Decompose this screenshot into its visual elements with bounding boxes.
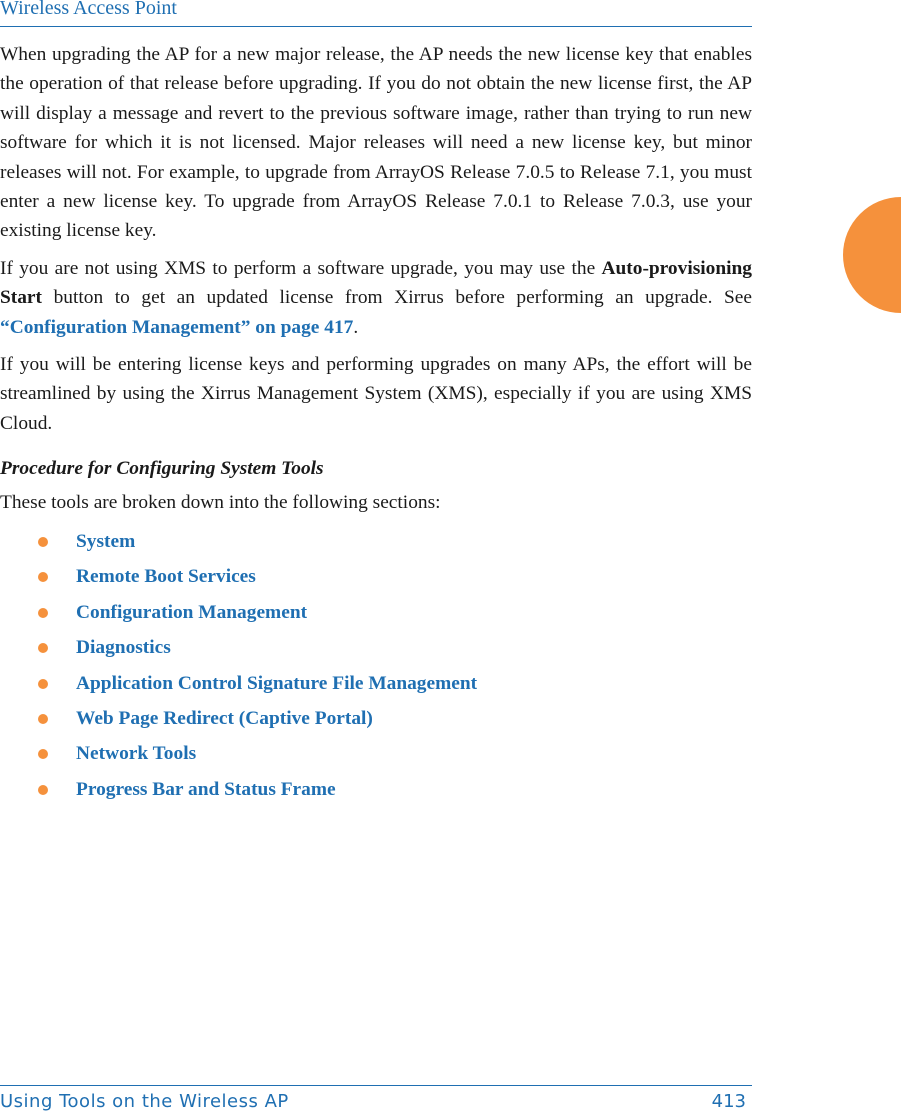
paragraph-xms: If you will be entering license keys and performing upgrades on many APs, the effort will be streamlined by using the Xirrus Management System (XMS), especially if you are using XMS Cloud. [0, 354, 752, 434]
list-item [0, 739, 752, 774]
list-item [0, 562, 752, 597]
bullet-icon [38, 785, 48, 795]
list-item [0, 598, 752, 633]
tools-link-remote-boot-services[interactable]: Remote Boot Services [76, 566, 256, 588]
bullet-icon [38, 537, 48, 547]
p2-text-middle: button to get an updated license from Xirrus before performing an upgrade. See [42, 287, 752, 309]
tools-link-system[interactable]: System [76, 531, 136, 553]
list-item [0, 527, 752, 562]
list-item [0, 704, 752, 739]
header-title: Wireless Access Point [0, 0, 177, 19]
page-footer [0, 1085, 752, 1115]
page-header [0, 0, 752, 27]
tools-link-network-tools[interactable]: Network Tools [76, 743, 197, 765]
bullet-icon [38, 679, 48, 689]
section-intro: These tools are broken down into the following sections: [0, 491, 441, 513]
tools-link-progress-bar[interactable]: Progress Bar and Status Frame [76, 778, 336, 800]
tools-link-web-page-redirect[interactable]: Web Page Redirect (Captive Portal) [76, 708, 373, 730]
section-heading: Procedure for Configuring System Tools [0, 458, 324, 480]
chapter-tab-marker [843, 197, 901, 313]
list-item [0, 775, 752, 810]
footer-section-title: Using Tools on the Wireless AP [0, 1091, 289, 1112]
tools-link-application-control[interactable]: Application Control Signature File Management [76, 672, 478, 694]
page-content [0, 40, 752, 810]
bullet-icon [38, 714, 48, 724]
list-item [0, 669, 752, 704]
bullet-icon [38, 749, 48, 759]
paragraph-auto-provisioning [0, 254, 752, 342]
page-number: 413 [711, 1091, 746, 1112]
list-item [0, 633, 752, 668]
tools-link-diagnostics[interactable]: Diagnostics [76, 637, 171, 659]
bullet-icon [38, 643, 48, 653]
paragraph-license-upgrade: When upgrading the AP for a new major release, the AP needs the new license key that enables the operation of that release before upgrading. If you do not obtain the new license first, the AP will display a message and revert to the previous software image, rather than trying to run new software for which it is not licensed. Major releases will need a new license key, but minor releases will not. For example, to upgrade from ArrayOS Release 7.0.5 to Release 7.1, you must enter a new license key. To upgrade from ArrayOS Release 7.0.1 to Release 7.0.3, use your existing license key. [0, 44, 752, 242]
bullet-icon [38, 572, 48, 582]
auto-provisioning-start-term: Auto-provisioning Start [0, 257, 752, 309]
tools-list [0, 527, 752, 810]
p2-text-after: . [353, 316, 359, 338]
configuration-management-xref-link[interactable]: “Configuration Management” on page 417 [0, 316, 354, 338]
tools-link-configuration-management[interactable]: Configuration Management [76, 601, 308, 623]
p2-text-before: If you are not using XMS to perform a software upgrade, you may use the [0, 257, 602, 279]
bullet-icon [38, 608, 48, 618]
